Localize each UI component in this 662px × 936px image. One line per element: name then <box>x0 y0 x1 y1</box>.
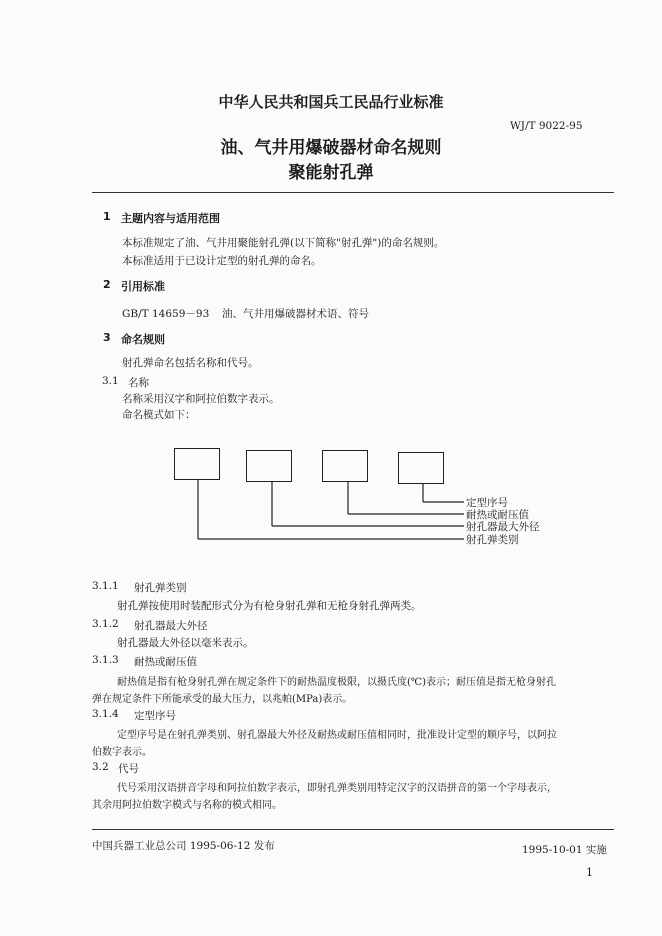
section-3-1-3-title: 耐热或耐压值 <box>134 656 197 668</box>
pattern-label-serial: 定型序号 <box>466 497 508 509</box>
section-2-number: 2 <box>103 278 111 291</box>
section-3-1-paragraph-2: 命名模式如下： <box>122 409 196 421</box>
section-3-1-1-paragraph: 射孔弹按使用时装配形式分为有枪身射孔弹和无枪身射孔弹两类。 <box>117 600 422 612</box>
section-1-paragraph-2: 本标准适用于已设计定型的射孔弹的命名。 <box>122 255 322 267</box>
pattern-label-heat-pressure: 耐热或耐压值 <box>466 509 529 521</box>
section-3-1-1-title: 射孔弹类别 <box>134 582 187 594</box>
standard-category: 中华人民共和国兵工民品行业标准 <box>218 93 444 111</box>
section-3-2-line-1: 代号采用汉语拼音字母和阿拉伯数字表示，即射孔弹类别用特定汉字的汉语拼音的第一个字母表示， <box>117 783 557 794</box>
section-3-1-4-line-1: 定型序号是在射孔弹类别、射孔器最大外径及耐热或耐压值相同时，批准设计定型的顺序号，以阿拉 <box>117 730 557 741</box>
section-2-heading: 引用标准 <box>121 280 165 293</box>
section-3-heading: 命名规则 <box>121 333 165 346</box>
section-3-1-title: 名称 <box>128 377 149 389</box>
section-3-number: 3 <box>103 331 111 344</box>
section-3-1-1-number: 3.1.1 <box>92 580 119 592</box>
issue-statement: 中国兵器工业总公司 1995-06-12 发布 <box>92 840 275 852</box>
standard-code: WJ/T 9022-95 <box>510 120 583 132</box>
page-number: 1 <box>586 866 593 879</box>
pattern-label-category: 射孔弹类别 <box>466 534 519 546</box>
section-1-paragraph-1: 本标准规定了油、气井用聚能射孔弹(以下简称"射孔弹")的命名规则。 <box>122 237 445 249</box>
section-3-1-number: 3.1 <box>102 375 119 387</box>
section-3-1-4-line-2: 伯数字表示。 <box>92 747 152 758</box>
section-3-2-line-2: 其余用阿拉伯数字模式与名称的模式相同。 <box>92 800 282 811</box>
reference-code: GB/T 14659－93 <box>122 308 210 320</box>
document-subtitle: 聚能射孔弹 <box>288 163 374 183</box>
pattern-label-diameter: 射孔器最大外径 <box>466 521 540 533</box>
implementation-statement: 1995-10-01 实施 <box>522 844 607 856</box>
section-3-1-2-paragraph: 射孔器最大外径以毫米表示。 <box>117 637 254 649</box>
section-3-1-4-title: 定型序号 <box>134 710 176 722</box>
footer-divider <box>92 829 614 830</box>
section-3-paragraph: 射孔弹命名包括名称和代号。 <box>122 357 259 369</box>
reference-title: 油、气井用爆破器材术语、符号 <box>222 308 369 320</box>
section-3-1-paragraph-1: 名称采用汉字和阿拉伯数字表示。 <box>122 393 280 405</box>
section-3-2-title: 代号 <box>118 763 139 775</box>
section-3-1-3-line-1: 耐热值是指有枪身射孔弹在规定条件下的耐热温度极限，以摄氏度(℃)表示；耐压值是指无枪身射孔 <box>117 677 556 688</box>
section-3-1-3-line-2: 弹在规定条件下所能承受的最大压力，以兆帕(MPa)表示。 <box>92 694 353 705</box>
section-3-1-3-number: 3.1.3 <box>92 654 119 666</box>
section-1-heading: 主题内容与适用范围 <box>121 212 220 225</box>
document-title: 油、气井用爆破器材命名规则 <box>220 138 442 158</box>
section-3-1-2-title: 射孔器最大外径 <box>134 620 208 632</box>
section-3-1-4-number: 3.1.4 <box>92 708 119 720</box>
section-1-number: 1 <box>103 210 111 223</box>
section-3-1-2-number: 3.1.2 <box>92 618 119 630</box>
section-3-2-number: 3.2 <box>92 761 109 773</box>
